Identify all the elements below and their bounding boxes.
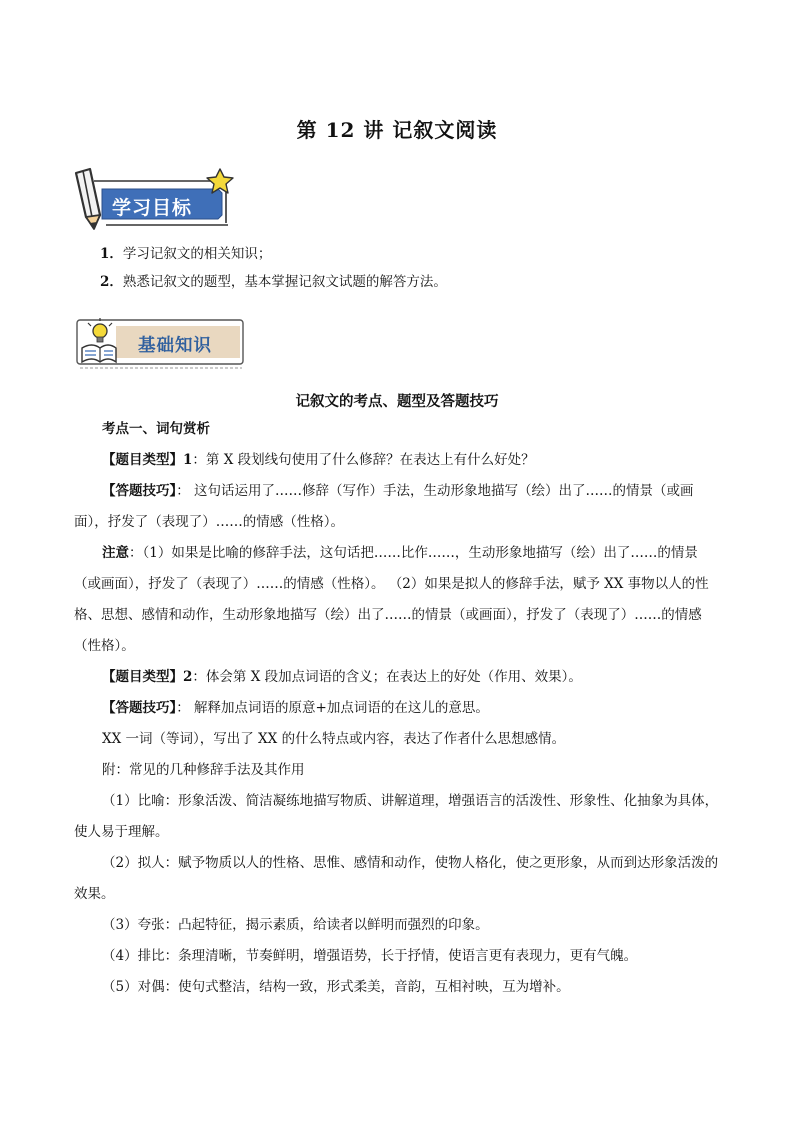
- question-type-1: 【题目类型】1：第 X 段划线句使用了什么修辞？在表达上有什么好处？: [102, 452, 535, 468]
- answer-tip-1: 【答题技巧】： 这句话运用了……修辞（写作）手法，生动形象地描写（绘）出了……的情景（或画面），抒发了（表现了）……的情感（性格）。: [74, 483, 694, 530]
- basic-knowledge-label: 基础知识: [138, 336, 212, 356]
- point-heading: 考点一、词句赏析: [102, 421, 210, 437]
- learning-goals-banner: [70, 165, 240, 237]
- rhetoric-item: （5）对偶：使句式整洁，结构一致，形式柔美，音韵，互相衬映，互为增补。: [102, 979, 570, 995]
- answer-template: XX 一词（等词），写出了 XX 的什么特点或内容，表达了作者什么思想感情。: [102, 731, 566, 747]
- rhetoric-item: （1）比喻：形象活泼、简洁凝练地描写物质、讲解道理，增强语言的活泼性、形象性、化抽象为具体，使人易于理解。: [74, 793, 719, 840]
- body-text: [74, 414, 722, 1003]
- goals-list: [100, 240, 447, 296]
- pencil-icon: [76, 169, 100, 229]
- answer-tip-2: 【答题技巧】： 解释加点词语的原意+加点词语的在这儿的意思。: [102, 700, 489, 716]
- note-paragraph: 注意：（1）如果是比喻的修辞手法，这句话把……比作……，生动形象地描写（绘）出了……的情景（或画面），抒发了（表现了）……的情感（性格）。 （2）如果是拟人的修辞手法，赋予 XX 事物以人的性格、思想、感情和动作，生动形象地描写（绘）出了……的情景（或画面），抒发了（表现了）……的情感（性格）。: [74, 545, 709, 654]
- rhetoric-item: （3）夸张：凸起特征，揭示素质，给读者以鲜明而强烈的印象。: [102, 917, 489, 933]
- question-type-2: 【题目类型】2：体会第 X 段加点词语的含义；在表达上的好处（作用、效果）。: [102, 669, 582, 685]
- rhetoric-item: （2）拟人：赋予物质以人的性格、思惟、感情和动作，使物人格化，使之更形象，从而到达形象活泼的效果。: [74, 855, 719, 902]
- appendix-heading: 附：常见的几种修辞手法及其作用: [102, 762, 305, 778]
- rhetoric-item: （4）排比：条理清晰，节奏鲜明，增强语势，长于抒情，使语言更有表现力，更有气魄。: [102, 948, 638, 964]
- page-title: 第 12 讲 记叙文阅读: [296, 118, 498, 142]
- learning-goals-label: 学习目标: [112, 197, 193, 219]
- goal-item: 1．学习记叙文的相关知识；: [100, 246, 272, 262]
- basic-knowledge-banner: [76, 318, 246, 370]
- section-title: 记叙文的考点、题型及答题技巧: [295, 393, 499, 410]
- goal-item: 2．熟悉记叙文的题型，基本掌握记叙文试题的解答方法。: [100, 274, 447, 290]
